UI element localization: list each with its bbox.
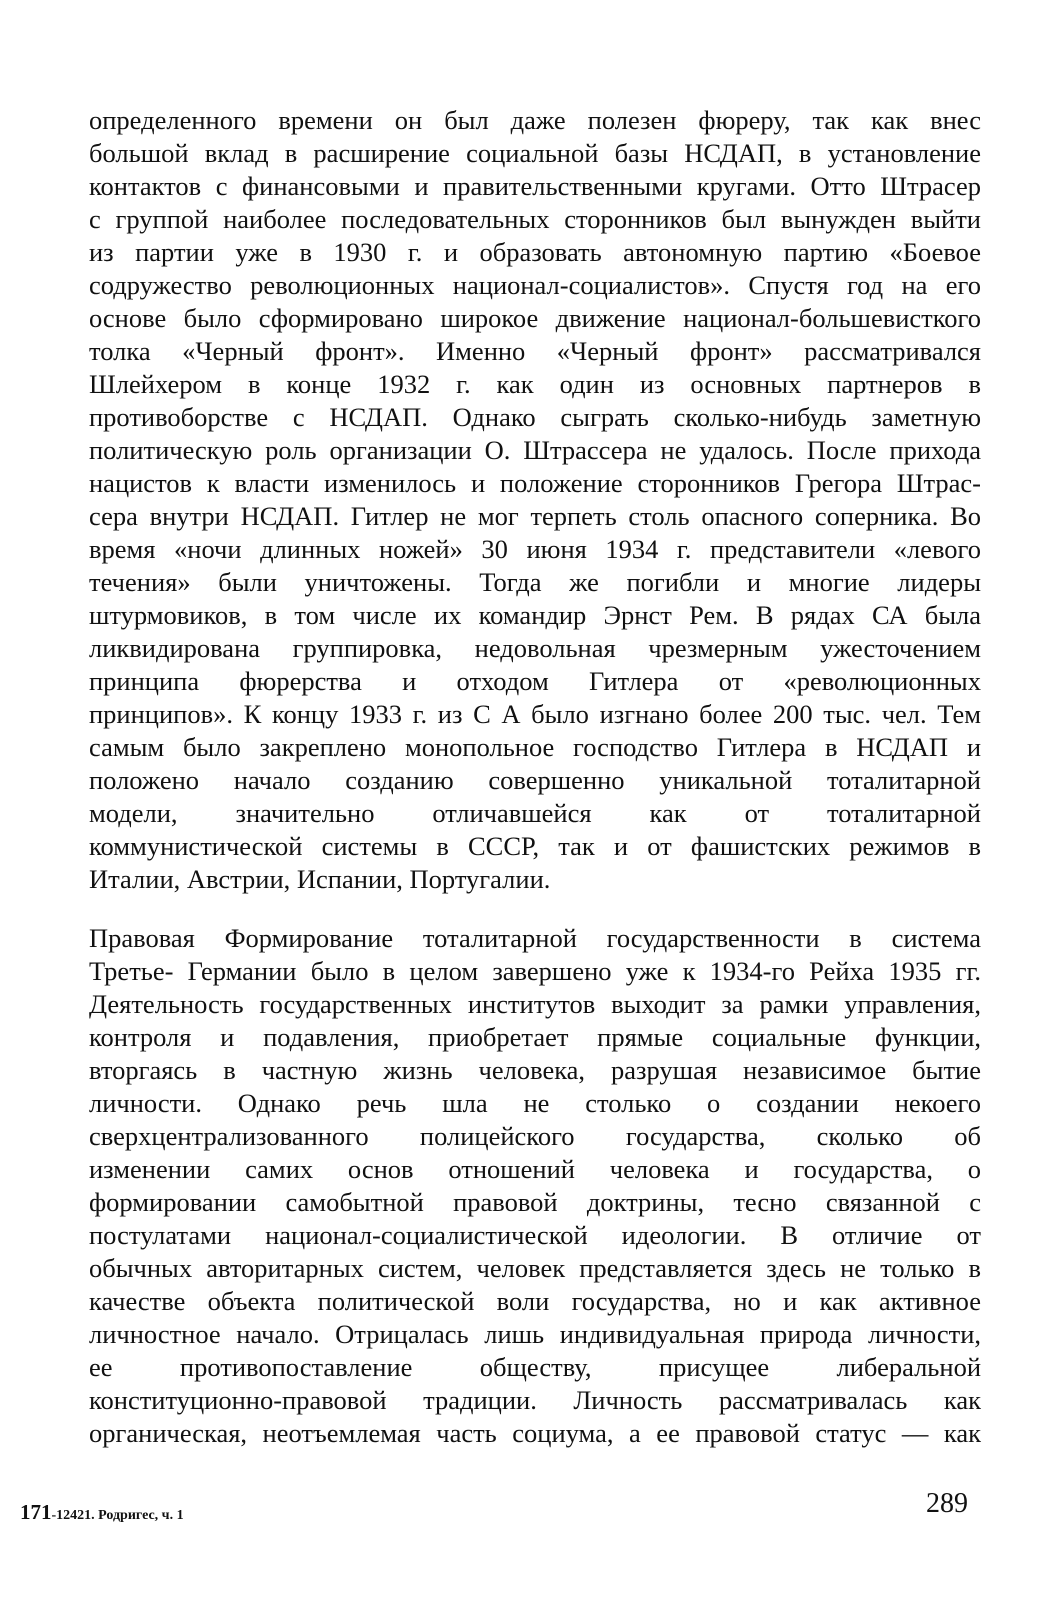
paragraph-1: [89, 104, 981, 896]
signature-number: 171: [20, 1500, 52, 1524]
text-line: конституционно-правовой традиции. Личность рассматривалась как: [89, 1385, 981, 1415]
signature-text: -12421. Родригес, ч. 1: [51, 1508, 184, 1523]
text-line: принципа фюрерства и отходом Гитлера от «революционных: [89, 666, 981, 696]
text-line: толка «Черный фронт». Именно «Черный фронт» рассматривался: [89, 336, 981, 366]
text-line: сверхцентрализованного полицейского государства, сколько об: [89, 1121, 981, 1151]
text-line: контактов с финансовыми и правительственными кругами. Отто Штрасер: [89, 171, 981, 201]
text-line: обычных авторитарных систем, человек представляется здесь не только в: [89, 1253, 981, 1283]
page-number: 289: [926, 1488, 968, 1519]
text-line: личностное начало. Отрицалась лишь индивидуальная природа личности,: [89, 1319, 981, 1349]
text-line: модели, значительно отличавшейся как от тоталитарной: [89, 798, 981, 828]
text-line: ликвидирована группировка, недовольная чрезмерным ужесточением: [89, 633, 981, 663]
text-line: противоборстве с НСДАП. Однако сыграть сколько-нибудь заметную: [89, 402, 981, 432]
text-line: Италии, Австрии, Испании, Португалии.: [89, 864, 551, 894]
text-line: нацистов к власти изменилось и положение сторонников Грегора Штрас-: [89, 468, 981, 498]
text-line: формировании самобытной правовой доктрины, тесно связанной с: [89, 1187, 981, 1217]
text-line: основе было сформировано широкое движение национал-большевисткого: [89, 303, 981, 333]
text-line: личности. Однако речь шла не столько о создании некоего: [89, 1088, 981, 1118]
text-line: время «ночи длинных ножей» 30 июня 1934 г. представители «левого: [89, 534, 981, 564]
text-line: органическая, неотъемлемая часть социума, а ее правовой статус — как: [89, 1418, 981, 1448]
text-line: Шлейхером в конце 1932 г. как один из основных партнеров в: [89, 369, 981, 399]
text-line: принципов». К концу 1933 г. из С А было изгнано более 200 тыс. чел. Тем: [89, 699, 981, 729]
paragraph-2: [89, 922, 981, 1450]
text-line: положено начало созданию совершенно уникальной тоталитарной: [89, 765, 981, 795]
text-line: сера внутри НСДАП. Гитлер не мог терпеть столь опасного соперника. Во: [89, 501, 981, 531]
text-line: коммунистической системы в СССР, так и от фашистских режимов в: [89, 831, 981, 861]
text-line: течения» были уничтожены. Тогда же погибли и многие лидеры: [89, 567, 981, 597]
text-line: качестве объекта политической воли государства, но и как активное: [89, 1286, 981, 1316]
text-line: содружество революционных национал-социалистов». Спустя год на его: [89, 270, 981, 300]
text-line: самым было закреплено монопольное господство Гитлера в НСДАП и: [89, 732, 981, 762]
text-line: ее противопоставление обществу, присущее либеральной: [89, 1352, 981, 1382]
text-line: Деятельность государственных институтов выходит за рамки управления,: [89, 989, 981, 1019]
text-line: из партии уже в 1930 г. и образовать автономную партию «Боевое: [89, 237, 981, 267]
text-line: штурмовиков, в том числе их командир Эрнст Рем. В рядах СА была: [89, 600, 981, 630]
text-line: изменении самих основ отношений человека и государства, о: [89, 1154, 981, 1184]
text-line: большой вклад в расширение социальной базы НСДАП, в установление: [89, 138, 981, 168]
text-line: Третье- Германии было в целом завершено уже к 1934-го Рейха 1935 гг.: [89, 956, 981, 986]
text-line: Правовая Формирование тоталитарной государственности в система: [89, 923, 981, 953]
text-line: с группой наиболее последовательных сторонников был вынужден выйти: [89, 204, 981, 234]
text-line: определенного времени он был даже полезен фюреру, так как внес: [89, 105, 981, 135]
text-line: вторгаясь в частную жизнь человека, разрушая независимое бытие: [89, 1055, 981, 1085]
text-line: контроля и подавления, приобретает прямые социальные функции,: [89, 1022, 981, 1052]
text-line: политическую роль организации О. Штрассера не удалось. После прихода: [89, 435, 981, 465]
printer-signature-mark: [20, 1500, 184, 1525]
text-line: постулатами национал-социалистической идеологии. В отличие от: [89, 1220, 981, 1250]
